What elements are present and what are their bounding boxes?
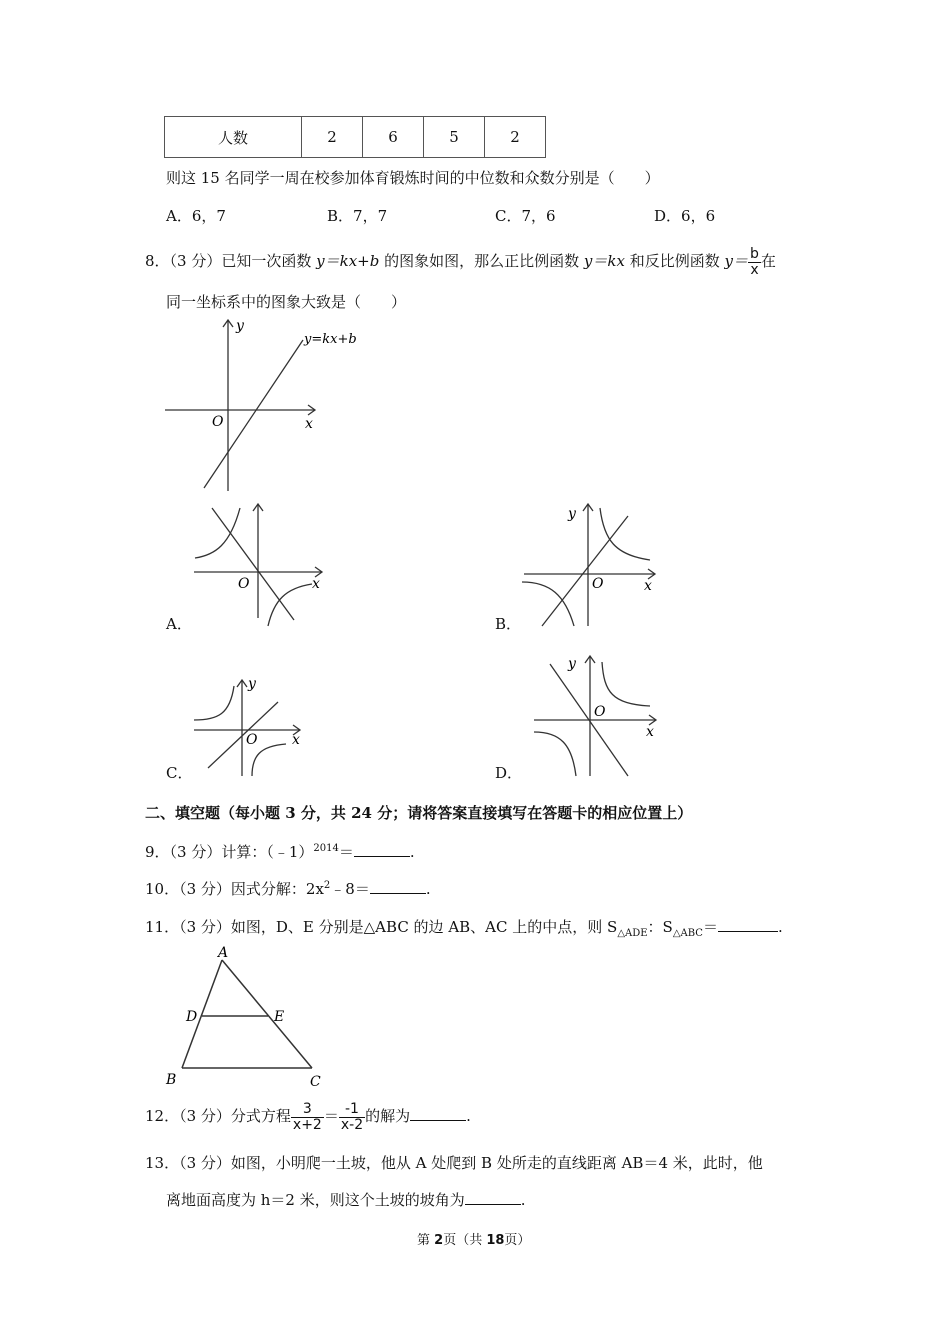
q8-eq3: y＝ bbox=[724, 252, 749, 270]
side-ac bbox=[222, 960, 312, 1068]
table-cell: 2 bbox=[302, 117, 363, 158]
svg-text:D: D bbox=[186, 1009, 198, 1025]
x-label: x bbox=[305, 416, 313, 432]
q10-answer-blank[interactable] bbox=[370, 881, 426, 894]
q8-graph-d bbox=[520, 652, 670, 780]
q13-answer-blank[interactable] bbox=[465, 1192, 521, 1205]
table-cell: 5 bbox=[424, 117, 485, 158]
page-footer: 第 2页（共 18页） bbox=[417, 1233, 531, 1248]
q8-prefix: 8．（3 分）已知一次函数 bbox=[145, 252, 312, 270]
svg-text:y: y bbox=[248, 676, 256, 692]
q12-answer-blank[interactable] bbox=[410, 1108, 466, 1121]
svg-text:O: O bbox=[246, 732, 258, 748]
line bbox=[208, 702, 278, 768]
q10: 10．（3 分）因式分解：$2x^2﹣8=$ . bbox=[145, 880, 431, 898]
svg-text:O: O bbox=[238, 576, 250, 592]
hyperbola-q4 bbox=[268, 584, 312, 626]
q7-option-c: C．7，6 bbox=[495, 207, 556, 225]
svg-text:A: A bbox=[218, 945, 229, 961]
svg-text:y: y bbox=[568, 506, 576, 522]
hyperbola-q2 bbox=[194, 686, 234, 720]
table-cell: 2 bbox=[485, 117, 546, 158]
q11-answer-blank[interactable] bbox=[718, 919, 778, 932]
q8-line2: 同一坐标系中的图象大致是（ ） bbox=[166, 293, 407, 311]
q12-fraction-2: $\frac{-1}{x-2}$ bbox=[340, 1100, 364, 1133]
q7-option-b: B．7，7 bbox=[327, 207, 388, 225]
svg-text:O: O bbox=[594, 704, 606, 720]
q8-mid2: 和反比例函数 bbox=[629, 252, 720, 270]
q8-option-c-label: C． bbox=[166, 764, 193, 782]
q8-eq2: y＝kx bbox=[583, 252, 625, 270]
table-cell: 6 bbox=[363, 117, 424, 158]
q8-main-graph bbox=[160, 316, 380, 496]
q13-line1: 13．（3 分）如图，小明爬一土坡，他从 A 处爬到 B 处所走的直线距离 AB＝4 米，此时，他 bbox=[145, 1154, 763, 1172]
line bbox=[212, 508, 294, 620]
q8-stem bbox=[145, 244, 776, 278]
q11: 11．（3 分）如图，D、E 分别是△ABC 的边 AB、AC 上的中点，则 $S_{\triangle ADE}$：$S_{\triangle ABC}=$ . bbox=[145, 918, 783, 939]
q13-line2: 离地面高度为 h＝2 米，则这个土坡的坡角为 . bbox=[166, 1191, 526, 1209]
q12-fraction-1: $\frac{3}{x+2}$ bbox=[292, 1100, 322, 1133]
q11-triangle-figure bbox=[160, 944, 340, 1094]
origin-label: O bbox=[212, 414, 224, 430]
svg-text:y: y bbox=[568, 656, 576, 672]
q7-stem: 则这 15 名同学一周在校参加体育锻炼时间的中位数和众数分别是（ ） bbox=[166, 169, 660, 187]
svg-text:C: C bbox=[310, 1074, 321, 1090]
q8-eq1: y＝kx+b bbox=[316, 252, 380, 270]
q7-option-a: A．6，7 bbox=[166, 207, 226, 225]
q8-graph-c bbox=[190, 672, 340, 782]
line bbox=[542, 516, 628, 626]
hyperbola-q1 bbox=[602, 662, 650, 706]
hyperbola-q4 bbox=[252, 744, 286, 776]
page-number: 2 bbox=[434, 1233, 444, 1248]
svg-text:x: x bbox=[292, 732, 300, 748]
hyperbola-q1 bbox=[600, 508, 650, 560]
q8-graph-a bbox=[190, 500, 340, 630]
y-label: y bbox=[236, 318, 244, 334]
q8-suffix: 在 bbox=[760, 252, 776, 270]
q9-answer-blank[interactable] bbox=[354, 844, 410, 857]
svg-text:x: x bbox=[644, 578, 652, 594]
q9: 9．（3 分）计算：（﹣1）$^{2014}$＝ . bbox=[145, 843, 415, 861]
graph-eq-label: y=kx+b bbox=[304, 332, 357, 347]
svg-text:O: O bbox=[592, 576, 604, 592]
total-pages: 18 bbox=[486, 1233, 505, 1248]
q8-mid: 的图象如图，那么正比例函数 bbox=[384, 252, 580, 270]
q8-option-b-label: B． bbox=[495, 615, 522, 633]
hyperbola-q3 bbox=[534, 732, 576, 776]
q7-option-d: D．6，6 bbox=[654, 207, 716, 225]
svg-text:x: x bbox=[312, 576, 320, 592]
section2-title: 二、填空题（每小题 3 分，共 24 分；请将答案直接填写在答题卡的相应位置上） bbox=[145, 804, 693, 822]
svg-text:E: E bbox=[274, 1009, 285, 1025]
count-table bbox=[164, 116, 546, 158]
q8-option-a-label: A． bbox=[166, 615, 192, 633]
svg-text:B: B bbox=[166, 1072, 177, 1088]
svg-text:x: x bbox=[646, 724, 654, 740]
q8-graph-b bbox=[520, 500, 670, 630]
q8-option-d-label: D． bbox=[495, 764, 523, 782]
hyperbola-q3 bbox=[522, 582, 574, 626]
q12: 12．（3 分）分式方程 $\frac{3}{x+2}$ ＝ $\frac{-1}{x-2}$ 的解为 . bbox=[145, 1100, 471, 1133]
q8-fraction: $\frac{b}{x}$ bbox=[750, 245, 759, 278]
table-row-label: 人数 bbox=[165, 117, 302, 158]
